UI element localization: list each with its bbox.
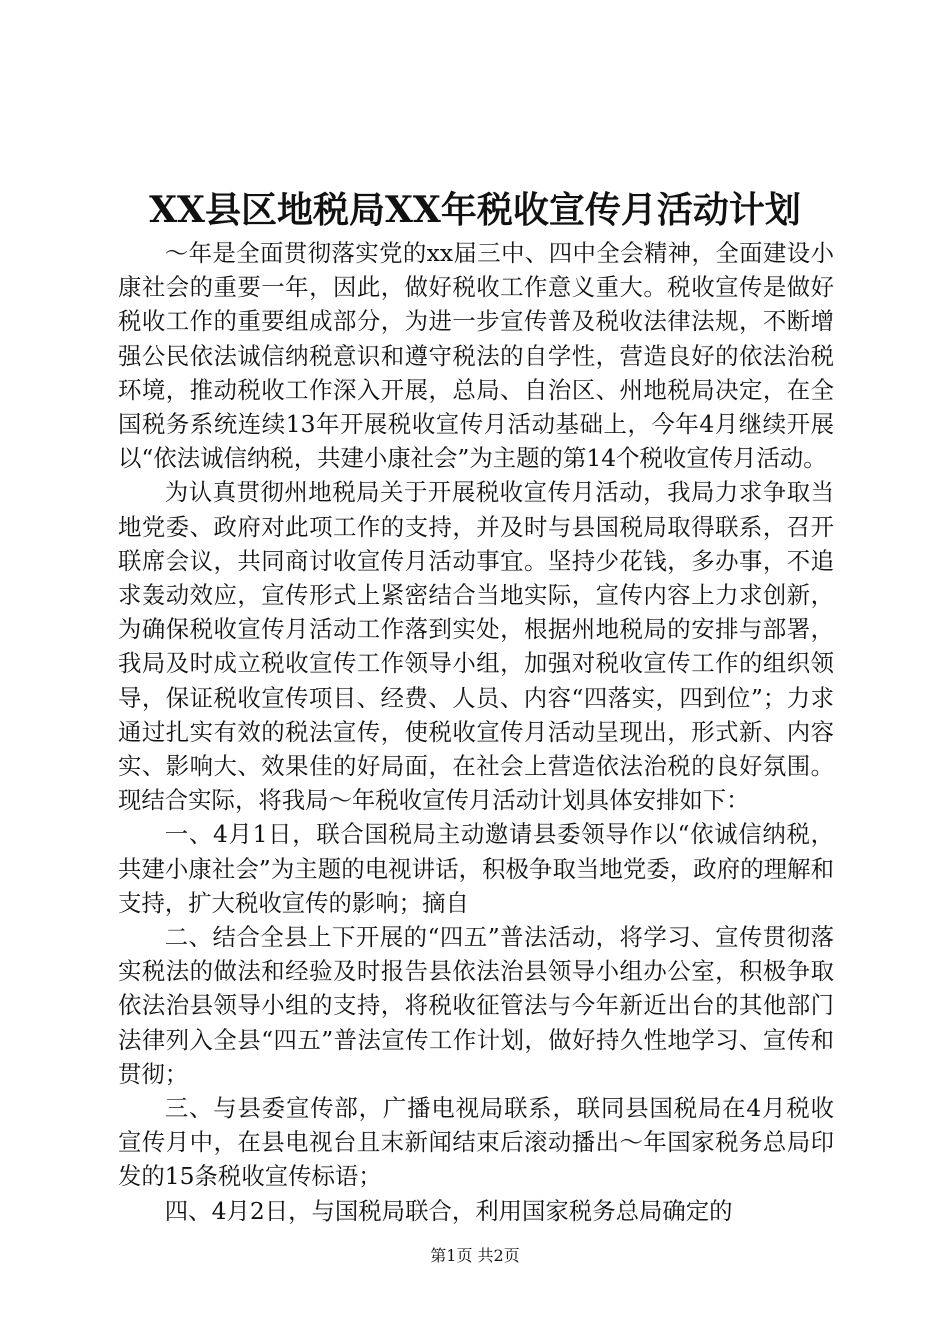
document-body [118,236,834,1228]
paragraph-item-3: 三、与县委宣传部，广播电视局联系，联同县国税局在4月税收宣传月中，在县电视台且末新闻结束后滚动播出～年国家税务总局印发的15条税收宣传标语； [118,1094,834,1191]
paragraph-item-2: 二、结合全县上下开展的“四五”普法活动，将学习、宣传贯彻落实税法的做法和经验及时报告县依法治县领导小组办公室，积极争取依法治县领导小组的支持，将税收征管法与今年新近出台的其他部门法律列入全县“四五”普法宣传工作计划，做好持久性地学习、宣传和贯彻； [118,923,834,1088]
paragraph-implementation: 为认真贯彻州地税局关于开展税收宣传月活动，我局力求争取当地党委、政府对此项工作的支持，并及时与县国税局取得联系，召开联席会议，共同商讨收宣传月活动事宜。坚持少花钱，多办事，不追求轰动效应，宣传形式上紧密结合当地实际，宣传内容上力求创新，为确保税收宣传月活动工作落到实处，根据州地税局的安排与部署，我局及时成立税收宣传工作领导小组，加强对税收宣传工作的组织领导，保证税收宣传项目、经费、人员、内容“四落实，四到位”；力求通过扎实有效的税法宣传，使税收宣传月活动呈现出，形式新、内容实、影响大、效果佳的好局面，在社会上营造依法治税的良好氛围。现结合实际，将我局～年税收宣传月活动计划具体安排如下： [118,478,834,815]
paragraph-item-1: 一、4月1日，联合国税局主动邀请县委领导作以“依诚信纳税，共建小康社会”为主题的电视讲话，积极争取当地党委，政府的理解和支持，扩大税收宣传的影响；摘自 [118,820,834,917]
paragraph-item-4: 四、4月2日，与国税局联合，利用国家税务总局确定的 [164,1196,733,1225]
paragraph-intro: ～年是全面贯彻落实党的xx届三中、四中全会精神，全面建设小康社会的重要一年，因此，做好税收工作意义重大。税收宣传是做好税收工作的重要组成部分，为进一步宣传普及税收法律法规，不断增强公民依法诚信纳税意识和遵守税法的自学性，营造良好的依法治税环境，推动税收工作深入开展，总局、自治区、州地税局决定，在全国税务系统连续13年开展税收宣传月活动基础上，今年4月继续开展以“依法诚信纳税，共建小康社会”为主题的第14个税收宣传月活动。 [118,239,834,473]
page-number-footer: 第1页 共2页 [430,1246,520,1265]
document-title: XX县区地税局XX年税收宣传月活动计划 [149,189,801,231]
